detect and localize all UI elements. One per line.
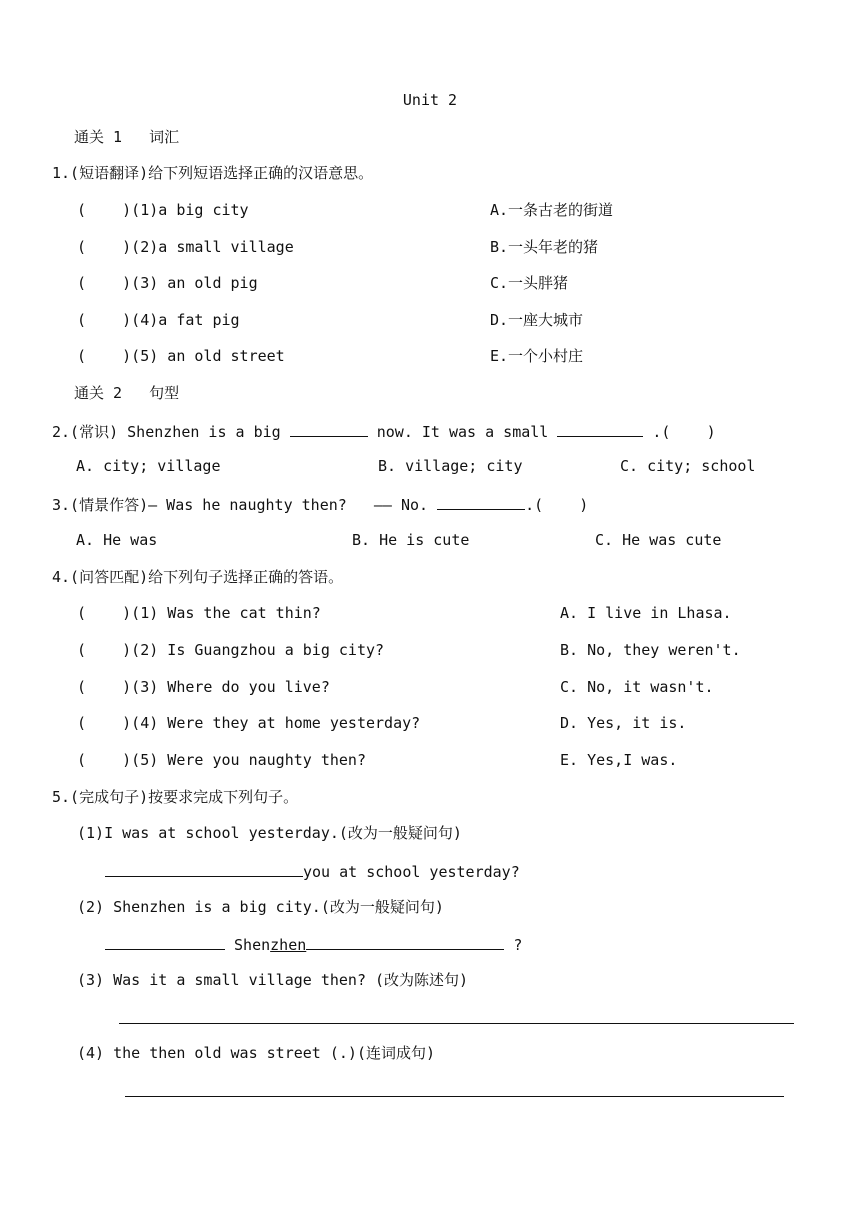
q1-item-right: E.一个小村庄 — [490, 347, 584, 365]
q2-option-a: A. city; village — [76, 457, 221, 475]
question-3-stem: 3.(情景作答)— Was he naughty then? —— No. .( ) — [52, 493, 588, 515]
q4-item-left: ( )(2) Is Guangzhou a big city? — [77, 641, 385, 659]
q4-item-left: ( )(5) Were you naughty then? — [77, 751, 366, 769]
answer-blank[interactable] — [290, 420, 368, 437]
q1-item-left: ( )(2)a small village — [77, 238, 294, 256]
q3-option-c: C. He was cute — [595, 531, 722, 549]
q5-sentence-4: (4) the then old was street (.)(连词成句) — [77, 1044, 436, 1062]
q4-item-right: E. Yes,I was. — [560, 751, 678, 769]
q5-sentence-2: (2) Shenzhen is a big city.(改为一般疑问句) — [77, 898, 444, 916]
q5-sentence-3: (3) Was it a small village then? (改为陈述句) — [77, 971, 469, 989]
q4-item-left: ( )(4) Were they at home yesterday? — [77, 714, 421, 732]
q1-item-right: A.一条古老的街道 — [490, 201, 614, 219]
answer-blank[interactable] — [437, 493, 525, 510]
q4-item-left: ( )(3) Where do you live? — [77, 678, 330, 696]
question-4-stem: 4.(问答匹配)给下列句子选择正确的答语。 — [52, 568, 344, 586]
question-1-stem: 1.(短语翻译)给下列短语选择正确的汉语意思。 — [52, 164, 374, 182]
q5-answer-line-2: Shenzhen ? — [105, 933, 522, 955]
q5-sentence-1: (1)I was at school yesterday.(改为一般疑问句) — [77, 824, 462, 842]
question-5-stem: 5.(完成句子)按要求完成下列句子。 — [52, 788, 299, 806]
question-2-stem: 2.(常识) Shenzhen is a big now. It was a small .( ) — [52, 420, 716, 442]
page-title: Unit 2 — [402, 91, 458, 109]
q4-item-left: ( )(1) Was the cat thin? — [77, 604, 321, 622]
section-heading-sentences: 通关 2 句型 — [74, 384, 180, 402]
q1-item-left: ( )(4)a fat pig — [77, 311, 240, 329]
q2-option-b: B. village; city — [378, 457, 523, 475]
q1-item-right: C.一头胖猪 — [490, 274, 569, 292]
q4-item-right: D. Yes, it is. — [560, 714, 687, 732]
answer-blank[interactable] — [105, 860, 303, 877]
q1-item-left: ( )(3) an old pig — [77, 274, 258, 292]
q1-item-right: B.一头年老的猪 — [490, 238, 599, 256]
section-heading-vocabulary: 通关 1 词汇 — [74, 128, 180, 146]
q2-option-c: C. city; school — [620, 457, 756, 475]
q3-option-b: B. He is cute — [352, 531, 470, 549]
answer-blank[interactable] — [306, 933, 504, 950]
q4-item-right: C. No, it wasn't. — [560, 678, 714, 696]
answer-line[interactable] — [125, 1096, 784, 1097]
answer-blank[interactable] — [105, 933, 225, 950]
q4-item-right: A. I live in Lhasa. — [560, 604, 732, 622]
q3-option-a: A. He was — [76, 531, 158, 549]
q5-answer-line-1: you at school yesterday? — [105, 860, 520, 882]
q1-item-left: ( )(5) an old street — [77, 347, 285, 365]
q1-item-right: D.一座大城市 — [490, 311, 584, 329]
answer-line[interactable] — [119, 1023, 794, 1024]
q4-item-right: B. No, they weren't. — [560, 641, 741, 659]
q1-item-left: ( )(1)a big city — [77, 201, 249, 219]
answer-blank[interactable] — [557, 420, 643, 437]
